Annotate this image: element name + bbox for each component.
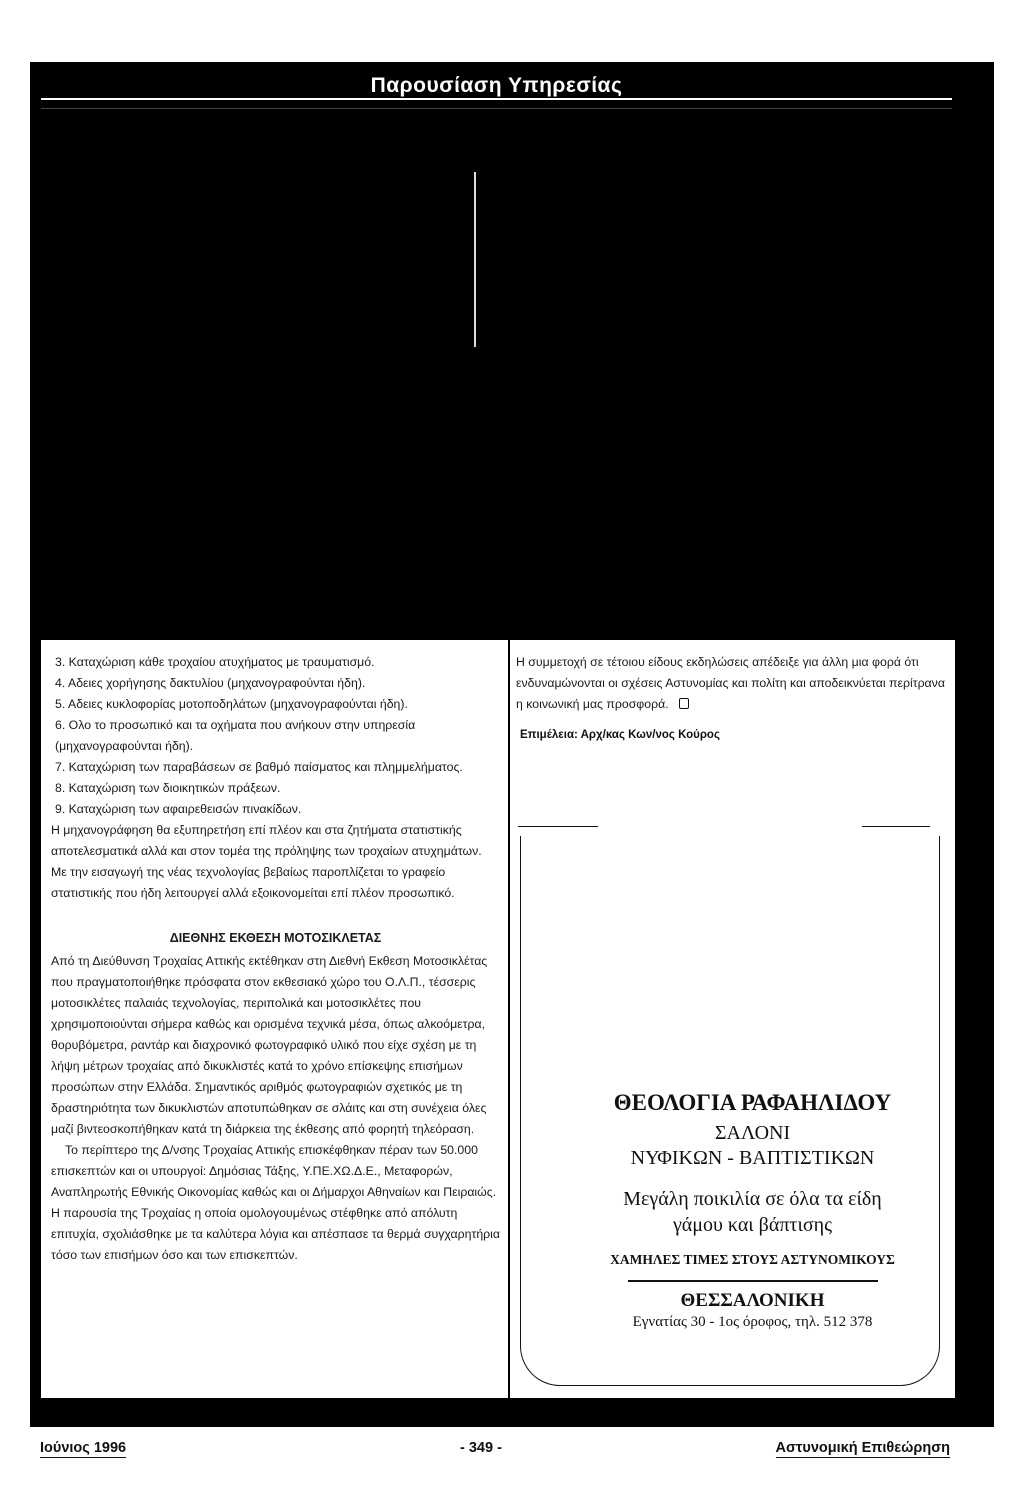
ad-type: ΝΥΦΙΚΩΝ - ΒΑΠΤΙΣΤΙΚΩΝ (630, 1147, 875, 1169)
section-header (41, 72, 952, 100)
ad-prices: ΧΑΜΗΛΕΣ ΤΙΜΕΣ ΣΤΟΥΣ ΑΣΤΥΝΟΜΙΚΟΥΣ (610, 1252, 895, 1267)
left-column (41, 640, 508, 1398)
ad-salon: ΣΑΛΟΝΙ (714, 1122, 791, 1144)
ad-variety-line: γάμου και βάπτισης (672, 1214, 833, 1236)
ad-variety (575, 1186, 930, 1238)
editor-credit: Επιμέλεια: Αρχ/κας Κων/νος Κούρος (520, 729, 720, 741)
section-heading: ΔΙΕΘΝΗΣ ΕΚΘΕΣΗ ΜΟΤΟΣΙΚΛΕΤΑΣ (169, 931, 382, 945)
page-footer (40, 1440, 950, 1464)
section-title: Παρουσίαση Υπηρεσίας (370, 74, 623, 97)
ad-top-rule-left (518, 826, 598, 827)
header-divider (41, 108, 952, 109)
right-paragraph: Η συμμετοχή σε τέτοιου είδους εκδηλώσεις απέδειξε για άλλη μια φορά ότι ενδυναμώνονται οι σχέσεις Αστυνομίας και πολίτη και αποδεικνύεται περίτρανα η κοινωνική μας προσφορά. (516, 655, 945, 711)
list-item: 8. Καταχώριση των διοικητικών πράξεων. (55, 781, 281, 795)
advertisement (575, 1090, 930, 1331)
ad-address: Εγνατίας 30 - 1ος όροφος, τηλ. 512 378 (632, 1314, 873, 1330)
list-item: 5. Αδειες κυκλοφορίας μοτοποδηλάτων (μηχανογραφούνται ήδη). (55, 697, 408, 711)
ad-top-rule-right (862, 826, 930, 827)
ad-city: ΘΕΣΣΑΛΟΝΙΚΗ (680, 1290, 825, 1311)
left-body (41, 820, 508, 1266)
visitors-paragraph: Το περίπτερο της Δ/νσης Τροχαίας Αττικής επισκέφθηκαν πέραν των 50.000 επισκεπτών και οι υπουργοί: Δημόσιας Τάξης, Υ.ΠΕ.ΧΩ.Δ.Ε., Μεταφορών, Αναπληρωτής Εθνικής Οικονομίας καθώς και οι Δήμαρχοι Αθηναίων και Πειραιώς. Η παρουσία της Τροχαίας η οποία ομολογουμένως στέφθηκε από απόλυτη επιτυχία, σχολιάσθηκε με τα καλύτερα λόγια και απέσπασε τα θερμά συγχαρητήρια τόσο των επισήμων όσο και των επισκεπτών. (51, 1143, 501, 1262)
closing-paragraph: Η μηχανογράφηση θα εξυπηρετήση επί πλέον και στα ζητήματα στατιστικής αποτελεσματικά αλλά και στον τομέα της πρόληψης των τροχαίων ατυχημάτων. Με την εισαγωγή της νέας τεχνολογίας βεβαίως παροπλίζεται το γραφείο στατιστικής που ήδη λειτουργεί αλλά εξοικονομείται επί πλέον προσωπικό. (51, 823, 482, 900)
numbered-list (41, 640, 508, 820)
list-item: 6. Ολο το προσωπικό και τα οχήματα που ανήκουν στην υπηρεσία (μηχανογραφούνται ήδη). (55, 718, 416, 753)
end-mark-icon (679, 698, 689, 709)
list-item: 7. Καταχώριση των παραβάσεων σε βαθμό παίσματος και πλημμελήματος. (55, 760, 463, 774)
ad-variety-line: Μεγάλη ποικιλία σε όλα τα είδη (623, 1188, 882, 1210)
issue-date: Ιούνιος 1996 (40, 1440, 127, 1456)
ad-divider (628, 1280, 878, 1282)
page-number: - 349 - (460, 1440, 502, 1456)
photo-detail (474, 172, 476, 347)
list-item: 3. Καταχώριση κάθε τροχαίου ατυχήματος με τραυματισμό. (55, 655, 375, 669)
right-column (510, 640, 955, 798)
list-item: 9. Καταχώριση των αφαιρεθεισών πινακίδων. (55, 802, 302, 816)
right-body (510, 640, 955, 715)
ad-business-name: ΘΕΟΛΟΓΙΑ ΡΑΦΑΗΛΙΔΟΥ (613, 1090, 892, 1115)
magazine-title: Αστυνομική Επιθεώρηση (775, 1440, 950, 1456)
list-item: 4. Αδειες χορήγησης δακτυλίου (μηχανογραφούνται ήδη). (55, 676, 366, 690)
exhibition-paragraph: Από τη Διεύθυνση Τροχαίας Αττικής εκτέθηκαν στη Διεθνή Εκθεση Μοτοσικλέτας που πραγματοποιήθηκε πρόσφατα στον εκθεσιακό χώρο του Ο.Λ.Π., τέσσερις μοτοσικλέτες παλαιάς τεχνολογίας, περιπολικά και μοτοσικλέτες που χρησιμοποιούνται σήμερα καθώς και ορισμένα τεχνικά μέσα, όπως αλκοόμετρα, θορυβόμετρα, ραντάρ και διαχρονικό φωτογραφικό υλικό που είχε σχέση με τη λήψη μέτρων τροχαίας από δικυκλιστές κατά το χρόνο επίσκεψης επισήμων προσώπων στην Ελλάδα. Σημαντικός αριθμός φωτογραφιών σχετικός με τη δραστηριότητα των δικυκλιστών αποτυπώθηκαν σε σλάιτς και στη συνέχεια όλες μαζί βιντεοσκοπήθηκαν κατά τη διάρκεια της έκθεσης από φορητή τηλεόραση. (51, 954, 488, 1136)
